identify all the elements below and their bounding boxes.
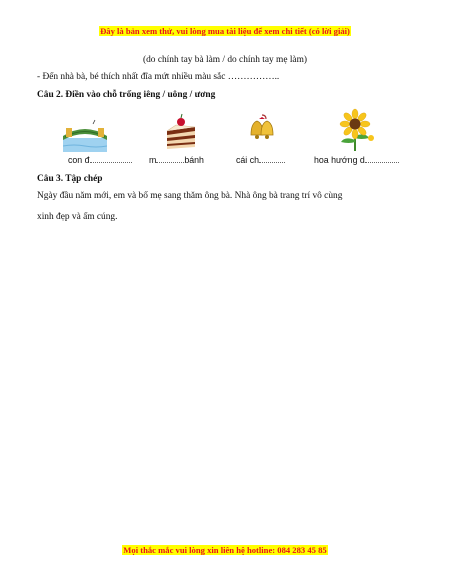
copy-passage-line-2: xinh đẹp và ấm cúng. bbox=[37, 212, 118, 222]
question-2-heading: Câu 2. Điền vào chỗ trống iêng / uông / ương bbox=[37, 90, 216, 100]
fill-in-blank-4[interactable] bbox=[365, 155, 399, 163]
copy-passage bbox=[37, 186, 417, 228]
question-3-heading: Câu 3. Tập chép bbox=[37, 174, 103, 184]
copy-passage-line-1: Ngày đầu năm mới, em và bố mẹ sang thăm ông bà. Nhà ông bà trang trí vô cùng bbox=[37, 191, 343, 201]
fill-in-item-1-text: con đ bbox=[68, 155, 90, 165]
cake-icon bbox=[164, 113, 198, 151]
fill-in-item-4 bbox=[314, 155, 399, 165]
fill-in-blank-3[interactable] bbox=[259, 155, 285, 163]
sunflower-icon bbox=[333, 108, 377, 152]
fill-in-item-2 bbox=[149, 155, 204, 165]
fill-in-item-2-suffix: bánh bbox=[184, 155, 204, 165]
answer-choices: (do chính tay bà làm / do chính tay mẹ làm) bbox=[142, 55, 308, 65]
bridge-icon bbox=[63, 118, 107, 154]
hotline-notice-text: Mọi thắc mắc vui lòng xin liên hệ hotline: 084 283 45 85 bbox=[123, 545, 327, 555]
fill-in-item-3 bbox=[236, 155, 285, 165]
bells-icon bbox=[245, 113, 279, 147]
question-1-sentence: - Đến nhà bà, bé thích nhất đĩa mứt nhiều màu sắc …………….. bbox=[37, 72, 280, 82]
fill-in-item-2-text: m bbox=[149, 155, 157, 165]
fill-in-item-1 bbox=[68, 155, 132, 165]
preview-notice bbox=[0, 26, 450, 36]
fill-in-blank-2[interactable] bbox=[156, 155, 184, 163]
fill-in-item-3-text: cái ch bbox=[236, 155, 259, 165]
fill-in-blank-1[interactable] bbox=[90, 155, 132, 163]
hotline-notice bbox=[0, 545, 450, 555]
fill-in-item-4-text: hoa hướng d bbox=[314, 155, 365, 165]
preview-notice-text: Đây là bản xem thử, vui lòng mua tài liệu để xem chi tiết (có lời giải) bbox=[100, 26, 350, 36]
